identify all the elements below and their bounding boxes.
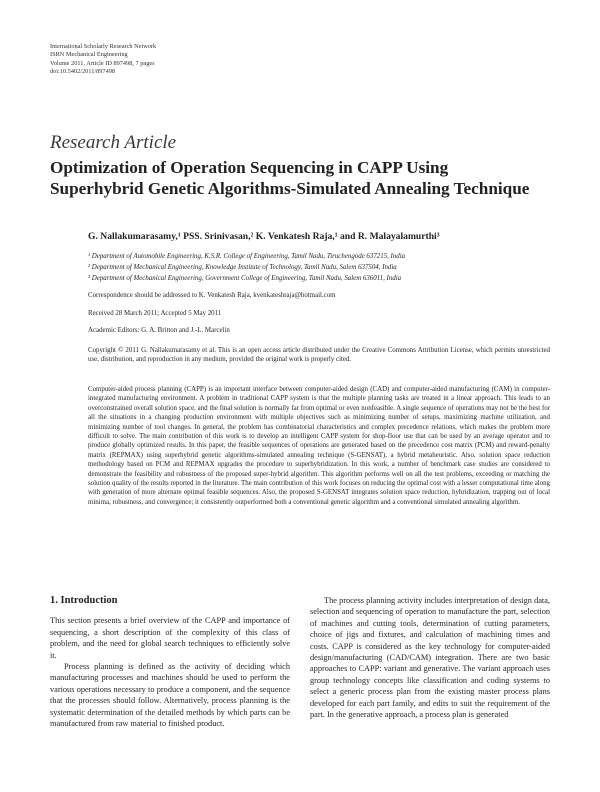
abstract: Computer-aided process planning (CAPP) is an important interface between computer-aided design (CAD) and computer-aided manufacturing (CAM) in computer-integrated manufacturing environment. A problem in traditional CAPP system is that the multiple planning tasks are treated in a linear approach. This leads to an overconstrained overall solution space, and the final solution is normally far from optimal or even nonfeasible. A single sequence of operations may not be the best for all the situations in a changing production environment with multiple objectives such as minimizing number of setups, maximizing machine utilization, and minimizing number of tool changes. In general, the problem has combinatorial characteristics and complex precedence relations, which makes the problem more difficult to solve. The main contribution of this work is to develop an intelligent CAPP system for shop-floor use that can be used by an average operator and to produce globally optimized results. In this paper, the feasible sequences of operations are generated based on the precedence cost matrix (PCM) and reward-penalty matrix (REPMAX) using superhybrid genetic algorithms-simulated annealing technique (S-GENSAT), a hybrid metaheuristic. Also, solution space reduction methodology based on PCM and REPMAX upgrades the procedure to superhybridization. In this work, a number of benchmark case studies are considered to demonstrate the feasibility and robustness of the proposed super-hybrid algorithm. This algorithm performs well on all the test problems, exceeding or matching the solution quality of the results reported in the literature. The main contribution of this work focuses on reducing the optimal cost with a lesser computational time along with generation of more alternate optimal feasible sequences. Also, the proposed S-GENSAT integrates solution space reduction, hybridization, trapping out of local minima, robustness, and convergence; it consistently outperformed both a conventional genetic algorithm and a conventional simulated annealing algorithm. (88, 386, 550, 506)
left-column (50, 595, 290, 729)
author-list: G. Nallakumarasamy,¹ PSS. Srinivasan,² K. Venkatesh Raja,¹ and R. Malayalamurthi³ (88, 231, 440, 242)
article-title (50, 157, 570, 199)
intro-paragraph-2: Process planning is defined as the activity of deciding which manufacturing processes and machines should be used to perform the various operations necessary to produce a component, and the sequence that the processes should follow. Alternatively, process planning is the systematic determination of the detailed methods by which parts can be manufactured from raw material to finished product. (50, 662, 290, 729)
journal-header (50, 43, 156, 77)
affiliation-3: ³ Department of Mechanical Engineering, Government College of Engineering, Tamil Nadu, Salem 636011, India (88, 275, 402, 282)
affiliations (88, 251, 550, 284)
doi: doi:10.5402/2011/897498 (50, 68, 116, 76)
title-line-1: Optimization of Operation Sequencing in CAPP Using (50, 158, 449, 177)
affiliation-1: ¹ Department of Automobile Engineering, K.S.R. College of Engineering, Tamil Nadu, Tiruchengode 637215, India (88, 253, 406, 260)
academic-editors: Academic Editors: G. A. Britton and J.-L. Marcelin (88, 327, 230, 334)
right-column (310, 595, 550, 720)
received-accepted-dates: Received 28 March 2011; Accepted 5 May 2011 (88, 310, 222, 317)
section-heading: 1. Introduction (50, 595, 118, 606)
correspondence: Correspondence should be addressed to K. Venkatesh Raja, kvenkateshraja@hotmail.com (88, 292, 336, 299)
article-type: Research Article (50, 132, 177, 153)
affiliation-2: ² Department of Mechanical Engineering, Knowledge Institute of Technology, Tamil Nadu, Salem 637504, India (88, 264, 397, 271)
title-line-2: Superhybrid Genetic Algorithms-Simulated Annealing Technique (50, 179, 530, 198)
volume-info: Volume 2011, Article ID 897498, 7 pages (50, 59, 155, 67)
copyright-notice: Copyright © 2011 G. Nallakumarasamy et al. This is an open access article distributed under the Creative Commons Attribution License, which permits unrestricted use, distribution, and reproduction in any medium, provided the original work is properly cited. (88, 347, 550, 364)
intro-paragraph-1: This section presents a brief overview of the CAPP and importance of sequencing, a short description of the complexity of this class of problem, and the need for global search techniques to efficiently solve it. (50, 616, 290, 660)
journal-network-name: International Scholarly Research Network (50, 43, 157, 50)
intro-paragraph-3: The process planning activity includes interpretation of design data, selection and sequencing of operation to manufacture the part, selection of machines and cutting tools, determination of cutting parameters, choice of jigs and fixtures, and calculation of machining times and costs. CAPP is considered as the key technology for computer-aided design/manufacturing (CAD/CAM) integration. There are two basic approaches to CAPP: variant and generative. The variant approach uses group technology concepts like classification and coding systems to select a generic process plan from the existing master process plans developed for each part family, and edits to suit the requirement of the part. In the generative approach, a process plan is generated (310, 596, 550, 720)
journal-title: ISRN Mechanical Engineering (50, 51, 128, 59)
